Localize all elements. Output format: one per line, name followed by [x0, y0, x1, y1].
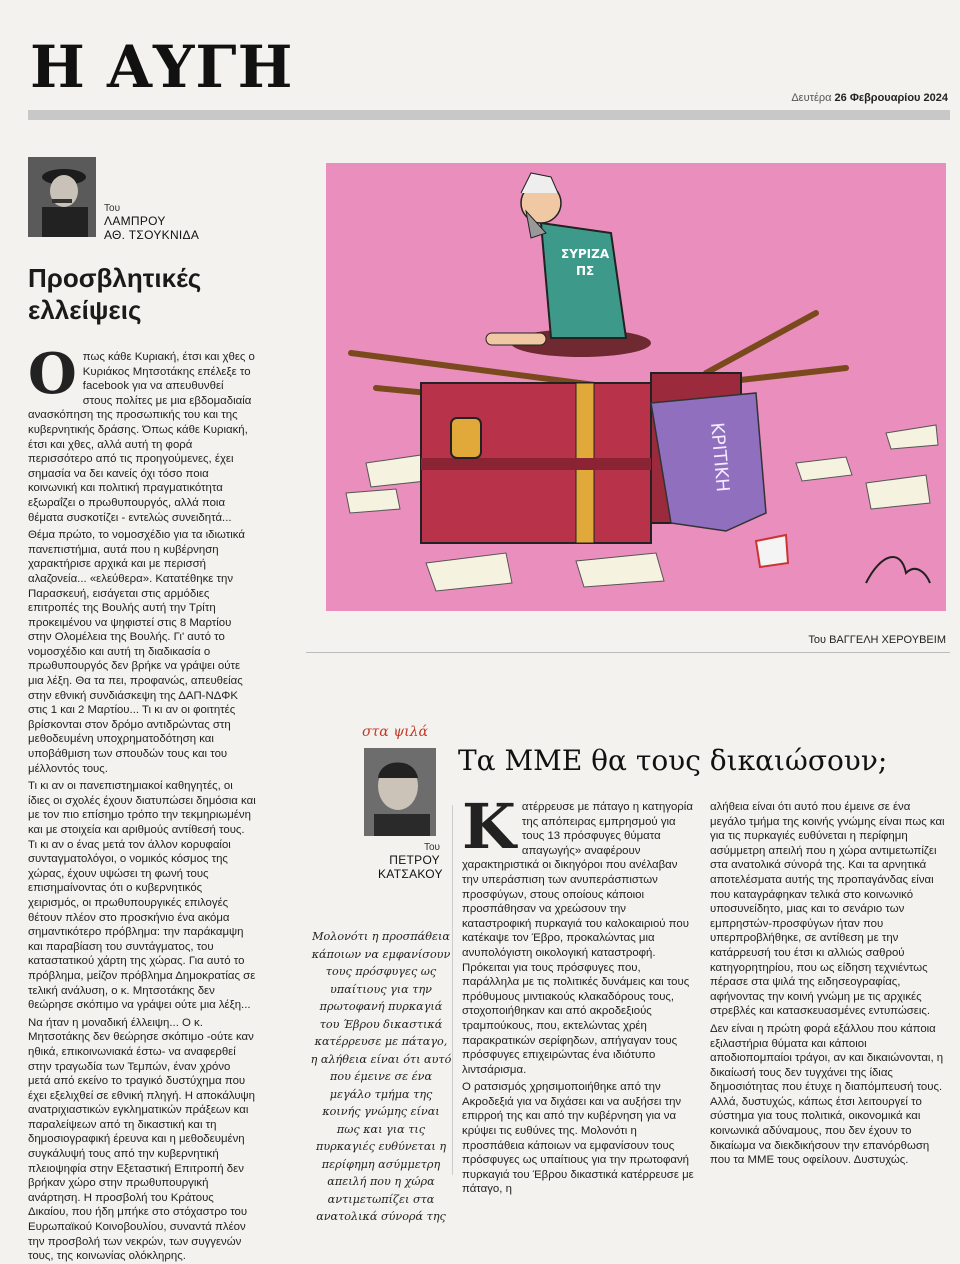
left-dropcap: Ο	[28, 341, 77, 407]
right-article-headline: Τα ΜΜΕ θα τους δικαιώσουν;	[458, 744, 888, 777]
byline-prefix: Του	[104, 203, 121, 214]
byline-name-line2: ΑΘ. ΤΣΟΥΚΝΙΔΑ	[104, 228, 200, 242]
left-byline	[104, 203, 199, 242]
dateline-day: Δευτέρα	[791, 92, 832, 104]
right-paragraph-2: Ο ρατσισμός χρησιμοποιήθηκε από την Ακροδεξιά για να διχάσει και να αυξήσει την επιρροή της και από την κυβέρνηση για να κρύψει τις ευθύνες της. Μολονότι η προσπάθεια κάποιων να εμφανίσουν τους πρόσφυγες ως υπαίτιους για την πρωτοφανή πυρκαγιά του Έβρου δικαστικά κατέρρευσε με πάταγο, η	[462, 1081, 694, 1196]
dateline	[791, 92, 948, 104]
right-article-column-2	[710, 800, 946, 1200]
right-dropcap: Κ	[462, 790, 516, 863]
flag-text: ΚΡΙΤΙΚΗ	[706, 421, 734, 493]
right-paragraph-1: ατέρρευσε με πάταγο η κατηγορία της απόπειρας εμπρησμού για τους 13 πρόσφυγες θύματα απαγωγής» αναφέρουν χαρακτηριστικά οι δικηγόροι που ανέλαβαν την υπεράσπιση των ανυπεράσπιστων προσφύγων, στους οποίους κάποιοι προσπάθησαν να χρεώσουν την καταστροφική πυρκαγιά του καλοκαιριού που κατέκαψε τον Έβρο, προκαλώντας μια ανυπολόγιστη οικολογική καταστροφή. Πρόκειται για τους πρόσφυγες που, παράλληλα με τις πολιτικές δυνάμεις και τους πρόθυμους μιντιακούς κλακαδόρους τους, στοχοποιήθηκαν και από ακροδεξιούς τραμπούκους, που, εκτελώντας χρέη παρακρατικών σερίφηδων, απήγαγαν τους πρόσφυγες επιχειρώντας ένα ιδιότυπο λιντσάρισμα.	[462, 801, 693, 1076]
title-line2: ελλείψεις	[28, 295, 142, 325]
byline2-name-line1: ΠΕΤΡΟΥ	[389, 853, 440, 867]
right-byline	[378, 842, 443, 881]
author-photo-katsakou	[364, 748, 436, 836]
left-paragraph-1: πως κάθε Κυριακή, έτσι και χθες ο Κυριάκος Μητσοτάκης επέλεξε το facebook για να απευθυνθεί στους πολίτες με μια εβδομαδιαία ανασκόπηση της προσωπικής του και της κυβερνητικής δράσης. Όπως κάθε Κυριακή, έτσι και χθες, αλλά αυτή τη φορά περισσότερο από τις προηγούμενες, έχει σημασία να δει κανείς όχι τόσο ποια κοινωνική και πολιτική πραγματικότητα εξωραΐζει ο πρωθυπουργός, αλλά ποια θέματα συσκοτίζει - εντελώς συνειδητά...	[28, 351, 255, 524]
section-label: στα ψιλά	[362, 724, 429, 740]
byline2-name-line2: ΚΑΤΣΑΚΟΥ	[378, 867, 443, 881]
title-line1: Προσβλητικές	[28, 263, 202, 293]
masthead-rule	[28, 110, 950, 120]
right-paragraph-3: αλήθεια είναι ότι αυτό που έμεινε σε ένα μεγάλο τμήμα της κοινής γνώμης είναι πως και για τις πυρκαγιές ευθύνεται η περίφημη ασύμμετρη απειλή που η χώρα αντιμετωπίζει στα ανατολικά σύνορά της. Και τα αρνητικά αποτελέσματα αυτής της προπαγάνδας είναι που καταγράφηκαν τελικά στο κοινωνικό υποσυνείδητο, μιας και το σενάριο των εμπρηστών-προσφύγων ήταν που υπερπροβλήθηκε, σε αντίθεση με την κατάρρευσή του έτσι κι αλλιώς σαθρού κατηγορητηρίου, που ως είδηση τεχνιέντως πέρασε στα ψιλά της ειδησεογραφίας, αφήνοντας την κοινή γνώμη με τις αρχικές στρεβλές και κατασκευασμένες εντυπώσεις.	[710, 801, 945, 1018]
shirt-text-line1: ΣΥΡΙΖΑ	[561, 247, 610, 261]
left-article-body	[28, 341, 256, 1263]
political-cartoon	[326, 163, 946, 611]
byline2-prefix: Του	[423, 842, 440, 853]
dateline-date: 26 Φεβρουαρίου 2024	[834, 92, 948, 104]
column-divider	[452, 805, 453, 1175]
left-paragraph-3: Τι κι αν οι πανεπιστημιακοί καθηγητές, οι ίδιες οι σχολές έχουν διατυπώσει δημόσια και με τον πιο επίσημο τρόπο την τεκμηριωμένη και με στοιχεία και αριθμούς αντίθεσή τους. Τι κι αν ο ένας μετά τον άλλον κορυφαίοι συνταγματολόγοι, ο νομικός κόσμος της χώρας, έχουν υψώσει τη φωνή τους επισημαίνοντας ότι ο κυβερνητικός χειρισμός, οι πρωθυπουργικές επιλογές θέτουν πλέον στο προσκήνιο ένα ακόμα σημαντικότερο πρόβλημα: την παράκαμψη και παραβίαση του συντάγματος, του καταστατικού χάρτη της χώρας. Για αυτό το πρόβλημα, μείζον πρόβλημα Δημοκρατίας σε τελική ανάλυση, ο κ. Μητσοτάκης δεν θεώρησε σκόπιμο να γράψει ούτε μια λέξη...	[28, 780, 256, 1012]
right-paragraph-4: Δεν είναι η πρώτη φορά εξάλλου που κάποια εξιλαστήρια θύματα και κάποιοι αποδιοπομπαίοι τράγοι, αν και δικαιώνονται, η δικαίωσή τους δεν τυγχάνει της ίδιας δημοσιότητας που έτυχε η διαπόμπευσή τους. Αλλά, δυστυχώς, κάπως έτσι λειτουργεί το σύστημα για τους πολιτικά, οικονομικά και κοινωνικά αδύναμους, που δεν έχουν το δικαίωμα να διεκδικήσουν την επανόρθωση που τα ΜΜΕ τους οφείλουν. Δυστυχώς.	[710, 1022, 944, 1167]
byline-name-line1: ΛΑΜΠΡΟΥ	[104, 214, 166, 228]
cartoon-credit: Του ΒΑΓΓΕΛΗ ΧΕΡΟΥΒΕΙΜ	[808, 634, 946, 646]
newspaper-masthead: Η ΑΥΓΗ	[30, 33, 294, 101]
section-separator	[306, 652, 950, 653]
left-paragraph-2: Θέμα πρώτο, το νομοσχέδιο για τα ιδιωτικά πανεπιστήμια, αυτά που η κυβέρνηση χαρακτήρισε αρχικά και με περισσή αλαζονεία... «ελεύθερα». Κατατέθηκε την Παρασκευή, εισάγεται στις αρμόδιες επιτροπές της Βουλής αυτή την Τρίτη προκειμένου να ψηφιστεί στις 8 Μαρτίου στην Ολομέλεια της Βουλής. Γι' αυτό το νομοσχέδιο και αυτή τη διαδικασία ο πρωθυπουργός δεν βρήκε να γράψει ούτε μια λέξη. Θα τα πει, προφανώς, απευθείας στην εθνική συνδιάσκεψη της ΔΑΠ-ΝΔΦΚ στις 1 και 2 Μαρτίου... Τι κι αν οι φοιτητές βρίσκονται στον δρόμο αντιδρώντας στη μεθοδευμένη υποχρηματοδότηση και υποβάθμιση των σπουδών τους και του μέλλοντός τους.	[28, 529, 245, 775]
right-article-column-1	[462, 790, 694, 1200]
left-article-title	[28, 262, 238, 326]
shirt-text-line2: ΠΣ	[576, 264, 595, 278]
left-paragraph-4: Να ήταν η μοναδική έλλειψη... Ο κ. Μητσοτάκης δεν θεώρησε σκόπιμο -ούτε καν ηθικά, επικοινωνιακά έστω- να αναφερθεί στην τραγωδία των Τεμπών, έναν χρόνο μετά από εκείνο το τραγικό δυστύχημα που έχει εξελιχθεί σε εθνική πληγή. Η αποκάλυψη ανατριχιαστικών εγκληματικών πράξεων και παραλείψεων από τη δικαστική και τη δημοσιογραφική έρευνα και η μεθοδευμένη συγκάλυψή τους από την κυβερνητική πλειοψηφία στην Εξεταστική Επιτροπή δεν βρήκαν χώρο στην πρωθυπουργική ανάρτηση. Η προσβολή του Κράτους Δικαίου, που ήδη μπήκε στο στόχαστρο του Ευρωπαϊκού Κοινοβουλίου, συναντά πλέον την προσβολή των νεκρών, των συγγενών τους, της κοινωνίας ολόκληρης.	[28, 1016, 256, 1263]
author-photo-tsouknida	[28, 157, 96, 237]
pull-quote: Μολονότι η προσπάθεια κάποιων να εμφανίσουν τους πρόσφυγες ως υπαίτιους για την πρωτοφανή πυρκαγιά του Έβρου δικαστικά κατέρρευσε με πάταγο, η αλήθεια είναι ότι αυτό που έμεινε σε ένα μεγάλο τμήμα της κοινής γνώμης είναι πως και για τις πυρκαγιές ευθύνεται η περίφημη ασύμμετρη απειλή που η χώρα αντιμετωπίζει στα ανατολικά σύνορά της	[310, 930, 452, 1223]
